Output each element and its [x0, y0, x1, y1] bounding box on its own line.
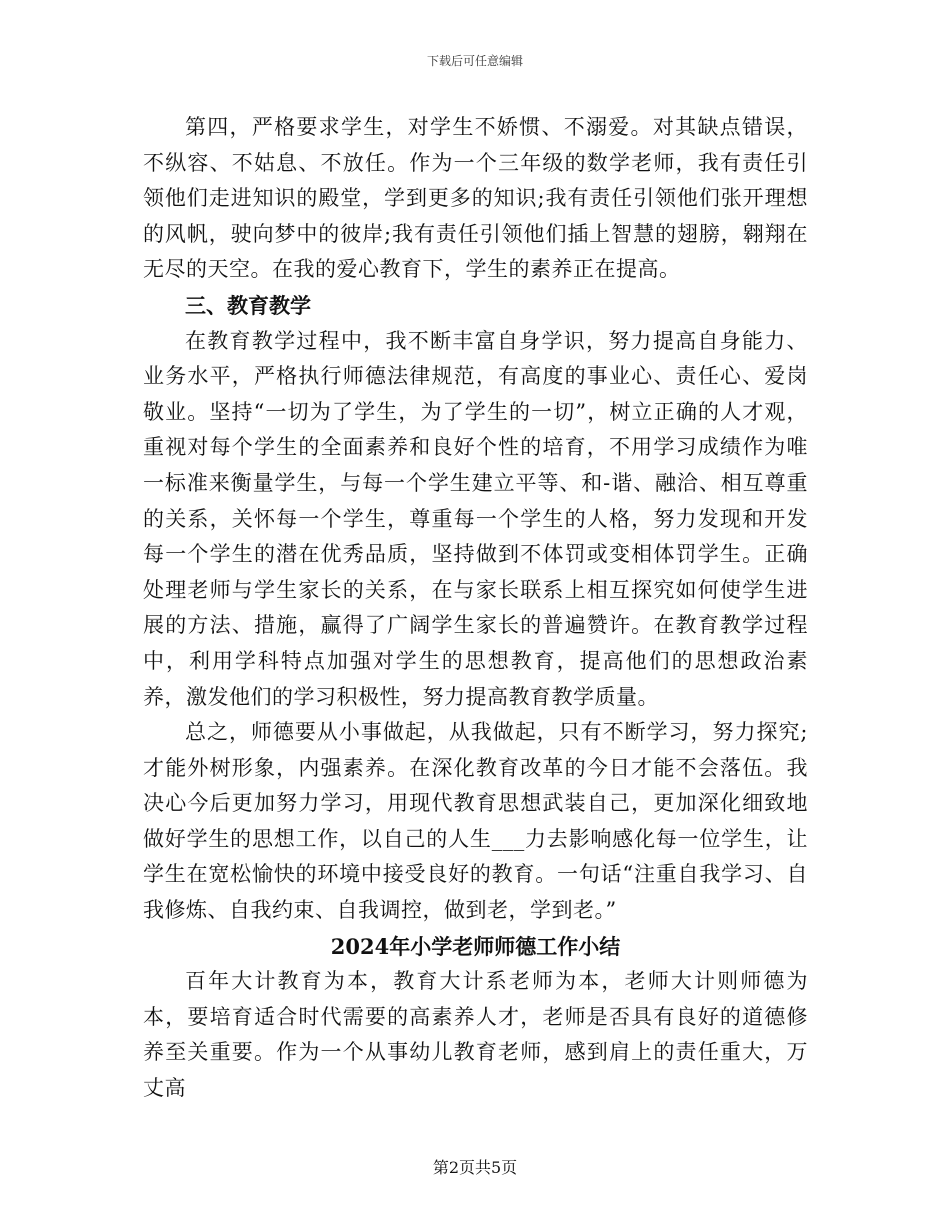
- paragraph: 第四，严格要求学生，对学生不娇惯、不溺爱。对其缺点错误，不纵容、不姑息、不放任。作为一个三年级的数学老师，我有责任引领他们走进知识的殿堂，学到更多的知识;我有责任引领他们张开理想的风帆，驶向梦中的彼岸;我有责任引领他们插上智慧的翅膀，翱翔在无尽的天空。在我的爱心教育下，学生的素养正在提高。: [143, 115, 808, 282]
- document-title: 2024年小学老师师德工作小结: [330, 933, 621, 959]
- section-heading: 三、教育教学: [185, 292, 311, 318]
- page-number: 第2页共5页: [432, 1158, 518, 1177]
- document-body: [143, 110, 808, 1107]
- paragraph: 在教育教学过程中，我不断丰富自身学识，努力提高自身能力、业务水平，严格执行师德法律规范，有高度的事业心、责任心、爱岗敬业。坚持“一切为了学生，为了学生的一切”，树立正确的人才观，重视对每个学生的全面素养和良好个性的培育，不用学习成绩作为唯一标准来衡量学生，与每一个学生建立平等、和-谐、融洽、相互尊重的关系，关怀每一个学生，尊重每一个学生的人格，努力发现和开发每一个学生的潜在优秀品质，坚持做到不体罚或变相体罚学生。正确处理老师与学生家长的关系，在与家长联系上相互探究如何使学生进展的方法、措施，赢得了广阔学生家长的普遍赞许。在教育教学过程中，利用学科特点加强对学生的思想教育，提高他们的思想政治素养，激发他们的学习积极性，努力提高教育教学质量。: [143, 328, 808, 709]
- page-header-note: 下载后可任意编辑: [426, 54, 523, 68]
- paragraph: 百年大计教育为本，教育大计系老师为本，老师大计则师德为本，要培育适合时代需要的高素养人才，老师是否具有良好的道德修养至关重要。作为一个从事幼儿教育老师，感到肩上的责任重大，万丈高: [143, 969, 808, 1101]
- paragraph: 总之，师德要从小事做起，从我做起，只有不断学习，努力探究;才能外树形象，内强素养。在深化教育改革的今日才能不会落伍。我决心今后更加努力学习，用现代教育思想武装自己，更加深化细致地做好学生的思想工作，以自己的人生___力去影响感化每一位学生，让学生在宽松愉快的环境中接受良好的教育。一句话“注重自我学习、自我修炼、自我约束、自我调控，做到老，学到老。”: [143, 720, 808, 923]
